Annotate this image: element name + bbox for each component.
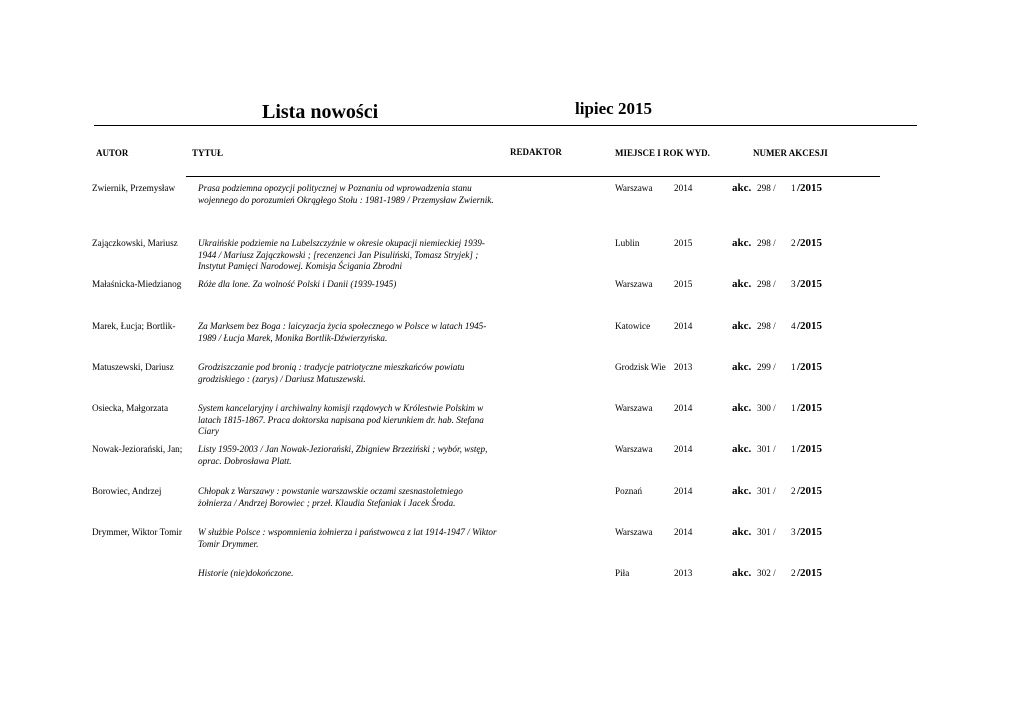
- accession-number: 298 /: [757, 321, 776, 331]
- accession-sequence: 1: [791, 403, 796, 413]
- accession-sequence: 1: [791, 183, 796, 193]
- header-divider: [186, 176, 880, 177]
- title-cell: Historie (nie)dokończone.: [198, 568, 294, 578]
- author-cell: Osiecka, Małgorzata: [92, 403, 169, 413]
- accession-year: /2015: [797, 182, 823, 194]
- accession-prefix: akc.: [732, 320, 752, 332]
- column-header-place-year: MIEJSCE I ROK WYD.: [615, 148, 710, 158]
- accession-sequence: 3: [791, 279, 796, 289]
- column-header-accession: NUMER AKCESJI: [753, 148, 828, 158]
- accession-sequence: 4: [791, 321, 796, 331]
- list-item: [0, 403, 1024, 443]
- accession-number: 299 /: [757, 362, 776, 372]
- title-cell: Róże dla lone. Za wolność Polski i Danii (1939-1945): [198, 279, 397, 289]
- accession-sequence: 1: [791, 362, 796, 372]
- title-cell: Grodziszczanie pod bronią : tradycje patriotyczne mieszkańców powiatu grodziskiego : (zarys) / Dariusz Matuszewski.: [198, 362, 465, 384]
- place-cell: Piła: [615, 568, 630, 578]
- accession-number: 298 /: [757, 279, 776, 289]
- author-cell: Zwiernik, Przemysław: [92, 183, 176, 193]
- accession-year: /2015: [797, 485, 823, 497]
- accession-year: /2015: [797, 402, 823, 414]
- accession-sequence: 2: [791, 238, 796, 248]
- year-cell: 2013: [674, 568, 693, 578]
- accession-number: 300 /: [757, 403, 776, 413]
- accession-prefix: akc.: [732, 443, 752, 455]
- author-cell: Nowak-Jeziorański, Jan;: [92, 444, 183, 454]
- author-cell: Borowiec, Andrzej: [92, 486, 162, 496]
- place-cell: Poznań: [615, 486, 643, 496]
- author-cell: Małaśnicka-Miedzianog: [92, 279, 182, 289]
- accession-number: 301 /: [757, 444, 776, 454]
- list-item: [0, 568, 1024, 608]
- accession-year: /2015: [797, 361, 823, 373]
- accession-sequence: 2: [791, 486, 796, 496]
- period-label: lipiec 2015: [575, 99, 652, 118]
- year-cell: 2013: [674, 362, 693, 372]
- year-cell: 2015: [674, 279, 693, 289]
- list-item: [0, 279, 1024, 319]
- accession-year: /2015: [797, 526, 823, 538]
- accession-number: 301 /: [757, 527, 776, 537]
- accession-year: /2015: [797, 443, 823, 455]
- title-cell: Chłopak z Warszawy : powstanie warszawskie oczami szesnastoletniego żołnierza / Andrzej Borowiec ; przeł. Klaudia Stefaniak i Jacek Środa.: [198, 486, 463, 508]
- accession-sequence: 3: [791, 527, 796, 537]
- year-cell: 2014: [674, 183, 693, 193]
- accession-year: /2015: [797, 237, 823, 249]
- accession-prefix: akc.: [732, 485, 752, 497]
- title-cell: Za Marksem bez Boga : laicyzacja życia społecznego w Polsce w latach 1945-1989 / Łucja Marek, Monika Bortlik-Dźwierzyńska.: [198, 321, 487, 343]
- place-cell: Warszawa: [615, 444, 653, 454]
- title-cell: Listy 1959-2003 / Jan Nowak-Jeziorański, Zbigniew Brzeziński ; wybór, wstęp, oprac. Dobrosława Platt.: [198, 444, 488, 466]
- accession-prefix: akc.: [732, 361, 752, 373]
- page-title: Lista nowości: [262, 101, 379, 123]
- author-cell: Zajączkowski, Mariusz: [92, 238, 178, 248]
- accession-sequence: 2: [791, 568, 796, 578]
- list-item: [0, 321, 1024, 361]
- place-cell: Warszawa: [615, 403, 653, 413]
- accession-sequence: 1: [791, 444, 796, 454]
- accession-year: /2015: [797, 278, 823, 290]
- accession-prefix: akc.: [732, 278, 752, 290]
- accession-prefix: akc.: [732, 526, 752, 538]
- place-cell: Warszawa: [615, 527, 653, 537]
- title-cell: Ukraińskie podziemie na Lubelszczyźnie w okresie okupacji niemieckiej 1939-1944 / Mariusz Zajączkowski ; [recenzenci Jan Pisuliński, Tomasz Stryjek] ; Instytut Pamięci Narodowej. Komisja Ścigania Zbrodni: [198, 238, 485, 271]
- place-cell: Warszawa: [615, 183, 653, 193]
- author-cell: Drymmer, Wiktor Tomir: [92, 527, 182, 537]
- top-divider: [94, 125, 917, 126]
- accession-year: /2015: [797, 567, 823, 579]
- year-cell: 2014: [674, 527, 693, 537]
- title-cell: Prasa podziemna opozycji politycznej w Poznaniu od wprowadzenia stanu wojennego do porozumień Okrągłego Stołu : 1981-1989 / Przemysław Zwiernik.: [198, 183, 494, 205]
- place-cell: Lublin: [615, 238, 640, 248]
- accession-year: /2015: [797, 320, 823, 332]
- accession-number: 298 /: [757, 183, 776, 193]
- column-header-editor: REDAKTOR: [510, 147, 562, 157]
- accession-number: 301 /: [757, 486, 776, 496]
- list-item: [0, 486, 1024, 526]
- place-cell: Katowice: [615, 321, 651, 331]
- year-cell: 2014: [674, 486, 693, 496]
- year-cell: 2014: [674, 403, 693, 413]
- place-cell: Warszawa: [615, 279, 653, 289]
- accession-prefix: akc.: [732, 237, 752, 249]
- title-cell: W służbie Polsce : wspomnienia żołnierza i państwowca z lat 1914-1947 / Wiktor Tomir Drymmer.: [198, 527, 497, 549]
- accession-prefix: akc.: [732, 182, 752, 194]
- year-cell: 2014: [674, 444, 693, 454]
- list-item: [0, 238, 1024, 278]
- list-item: [0, 527, 1024, 567]
- title-cell: System kancelaryjny i archiwalny komisji rządowych w Królestwie Polskim w latach 1815-1867. Praca doktorska napisana pod kierunkiem dr. hab. Stefana Ciary: [198, 403, 484, 436]
- author-cell: Marek, Łucja; Bortlik-: [92, 321, 176, 331]
- year-cell: 2015: [674, 238, 693, 248]
- accession-prefix: akc.: [732, 402, 752, 414]
- accession-prefix: akc.: [732, 567, 752, 579]
- column-header-title: TYTUŁ: [192, 148, 224, 158]
- accession-number: 302 /: [757, 568, 776, 578]
- year-cell: 2014: [674, 321, 693, 331]
- accession-number: 298 /: [757, 238, 776, 248]
- list-item: [0, 362, 1024, 402]
- list-item: [0, 444, 1024, 484]
- column-header-author: AUTOR: [96, 148, 129, 158]
- list-item: [0, 183, 1024, 223]
- author-cell: Matuszewski, Dariusz: [92, 362, 174, 372]
- place-cell: Grodzisk Wie: [615, 362, 666, 372]
